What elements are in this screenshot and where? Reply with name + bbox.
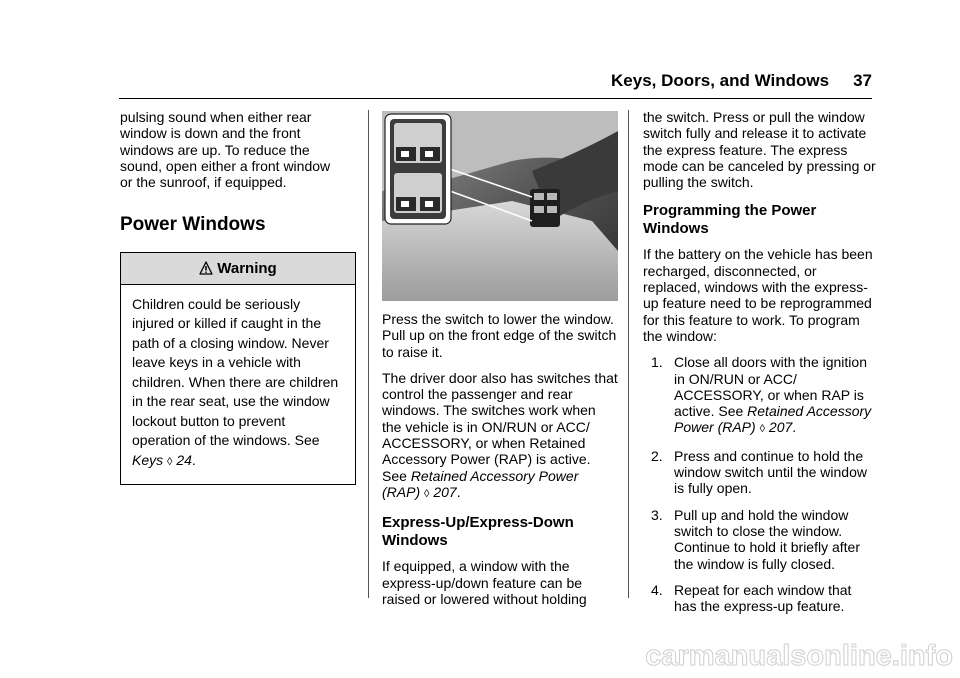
watermark-text: carmanualsonline.info [645, 640, 953, 672]
sentence-end: . [792, 419, 797, 436]
warning-box [120, 252, 356, 485]
warning-header [121, 253, 355, 284]
step-text: Close all doors with the ignition in ON/RUN or ACC/ ACCESSORY, or when RAP is active. See [674, 354, 867, 420]
header-rule [119, 98, 872, 99]
step-text: Repeat for each window that has the express-up feature. [674, 581, 852, 615]
column-divider [368, 110, 369, 598]
step-number: 2. [651, 447, 663, 464]
step-number: 1. [651, 354, 663, 371]
warning-title: Warning [217, 260, 277, 278]
column-right [643, 109, 877, 624]
chapter-title: Keys, Doors, and Windows [611, 71, 830, 90]
xref-glyph: ◊ [167, 455, 173, 468]
warning-body [121, 285, 355, 485]
column-divider [628, 110, 629, 598]
step-number: 4. [651, 581, 663, 598]
steps-list [643, 354, 877, 614]
step-number: 3. [651, 506, 663, 523]
list-item [643, 354, 877, 437]
paragraph-text: The driver door also has switches that control the passenger and rear windows. The switches work when the vehicle is in ON/RUN or ACC/ ACCESSORY, or when Retained Accessory Power (RAP) is active. See [382, 369, 618, 484]
driver-door-window-switches-photo [382, 111, 618, 301]
subsection-title: Express-Up/Express-Down Windows [382, 514, 574, 550]
sentence-end: . [456, 483, 461, 500]
xref-page[interactable]: 207 [433, 483, 457, 500]
paragraph: If the battery on the vehicle has been recharged, disconnected, or replaced, windows with the express-up feature need to be reprogrammed for this feature to work. To program the window: [643, 246, 873, 344]
warning-triangle-icon [199, 261, 213, 275]
column-left [120, 109, 356, 485]
warning-text: Children could be seriously injured or killed if caught in the path of a closing window. Never leave keys in a vehicle with children. When there are children in the rear seat, use the window lockout button to prevent operation of the windows. See [132, 295, 339, 449]
intro-paragraph: pulsing sound when either rear window is down and the front windows are up. To reduce the sound, open either a front window or the sunroof, if equipped. [120, 109, 331, 191]
paragraph: the switch. Press or pull the window switch fully and release it to activate the express feature. The express mode can be canceled by pressing or pulling the switch. [643, 109, 876, 191]
paragraph: If equipped, a window with the express-up/down feature can be raised or lowered without holding [382, 558, 587, 607]
xref-page[interactable]: 24 [176, 451, 192, 468]
paragraph [382, 370, 618, 502]
list-item [643, 448, 877, 497]
xref-page[interactable]: 207 [768, 419, 793, 436]
step-text: Press and continue to hold the window switch until the window is fully open. [674, 447, 867, 497]
page-number: 37 [853, 71, 872, 90]
subsection-title: Programming the Power Windows [643, 202, 817, 238]
paragraph: Press the switch to lower the window. Pull up on the front edge of the switch to raise it. [382, 311, 617, 360]
page-header [611, 71, 872, 91]
xref-link[interactable]: Retained Accessory Power (RAP) [382, 467, 579, 500]
section-title: Power Windows [120, 214, 266, 236]
xref-link[interactable]: Retained Accessory Power (RAP) [674, 403, 872, 436]
xref-link[interactable]: Keys [132, 451, 164, 468]
list-item [643, 582, 877, 615]
list-item [643, 507, 877, 572]
column-middle [382, 111, 618, 617]
xref-glyph: ◊ [759, 423, 766, 436]
sentence-end: . [191, 451, 196, 468]
step-text: Pull up and hold the window switch to close the window. Continue to hold it briefly after the window is fully closed. [674, 506, 860, 572]
xref-glyph: ◊ [424, 487, 430, 500]
watermark [575, 638, 955, 674]
